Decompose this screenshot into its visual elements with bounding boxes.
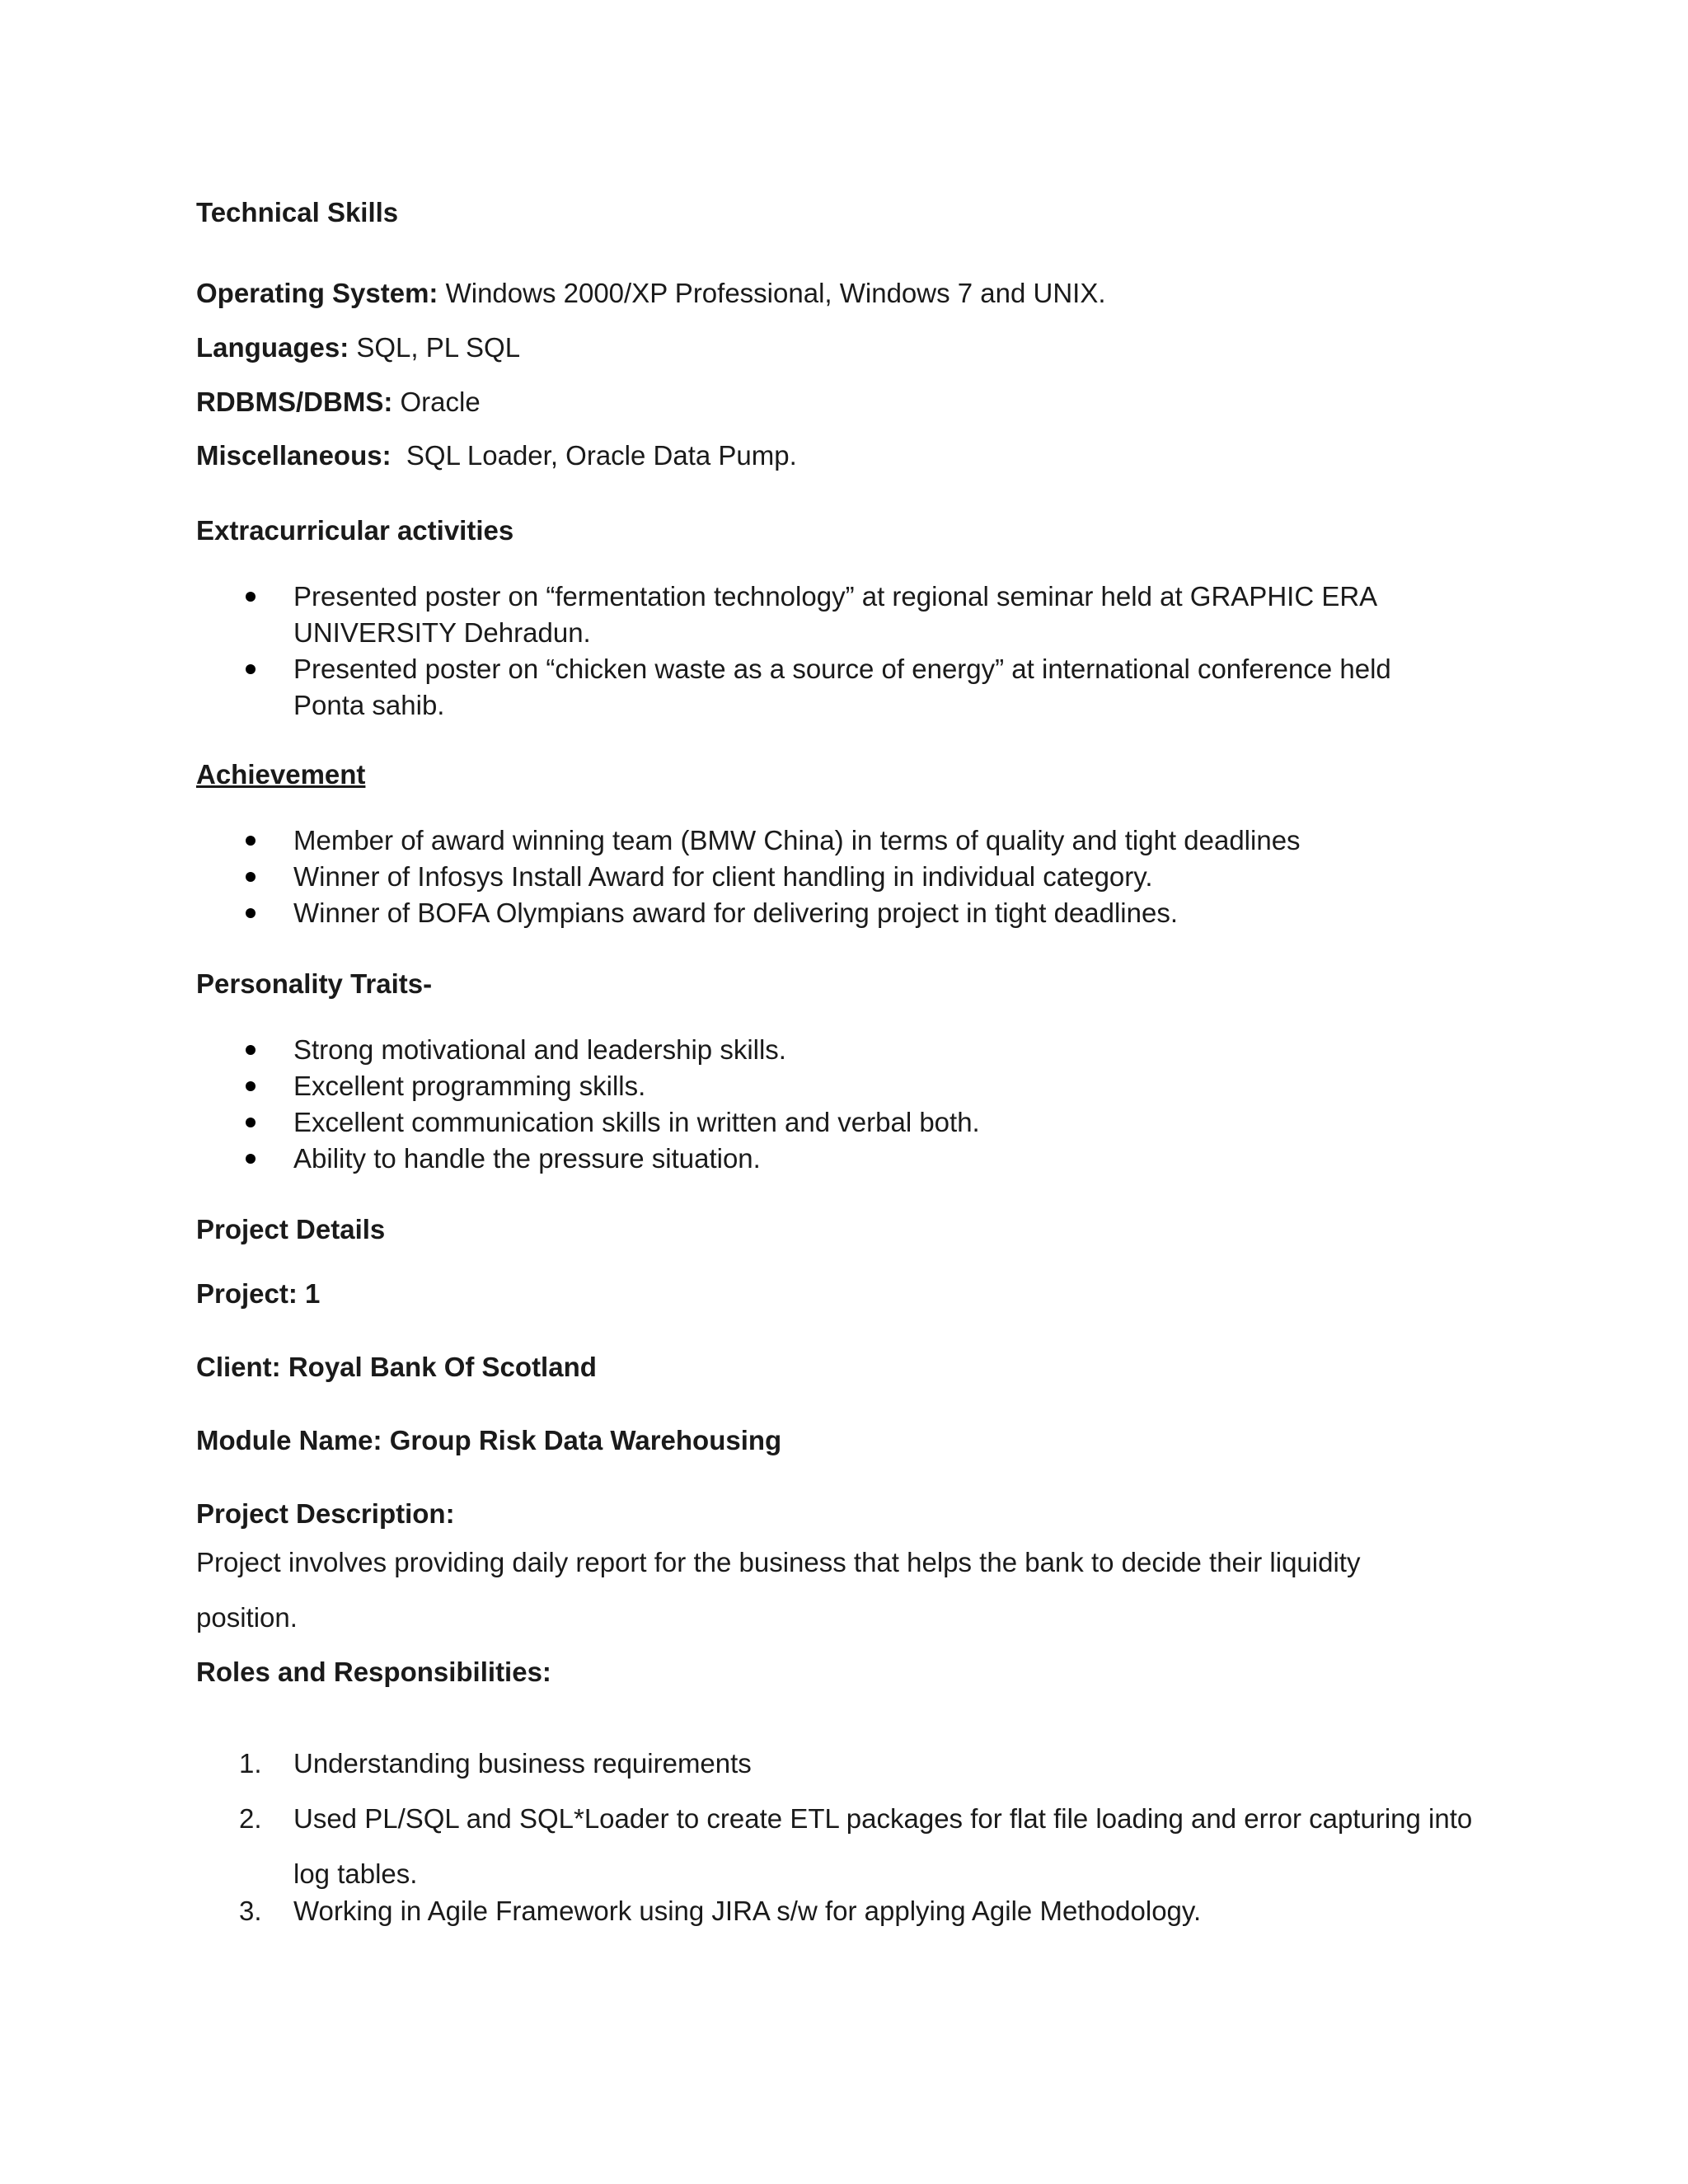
operating-system-label: Operating System: [196, 278, 438, 308]
list-item [196, 895, 1301, 931]
rdbms-value: Oracle [392, 387, 481, 417]
operating-system-line [196, 275, 1106, 312]
operating-system-value: Windows 2000/XP Professional, Windows 7 and UNIX. [438, 278, 1106, 308]
bullet-icon [246, 592, 256, 602]
role-number: 2. [239, 1803, 262, 1834]
list-item-text: Excellent communication skills in written and verbal both. [293, 1107, 980, 1137]
list-item-text-cont: UNIVERSITY Dehradun. [293, 617, 591, 648]
extracurricular-heading: Extracurricular activities [196, 515, 514, 546]
bullet-icon [246, 1081, 256, 1091]
technical-skills-heading: Technical Skills [196, 197, 399, 227]
role-number: 1. [239, 1748, 262, 1779]
list-item [196, 1068, 980, 1104]
list-item-text: Winner of Infosys Install Award for client handling in individual category. [293, 861, 1153, 892]
list-item-text-cont: Ponta sahib. [293, 690, 445, 720]
list-item-text: Ability to handle the pressure situation. [293, 1143, 761, 1174]
list-item-text: Winner of BOFA Olympians award for delivering project in tight deadlines. [293, 898, 1179, 928]
languages-label: Languages: [196, 332, 349, 363]
achievement-heading: Achievement [196, 759, 366, 790]
list-item-text: Presented poster on “chicken waste as a source of energy” at international conference held [293, 654, 1391, 684]
role-number: 3. [239, 1896, 262, 1926]
languages-value: SQL, PL SQL [349, 332, 521, 363]
achievement-list [196, 823, 1301, 931]
misc-line [196, 438, 797, 474]
rdbms-label: RDBMS/DBMS: [196, 387, 393, 417]
role-text: Working in Agile Framework using JIRA s/w for applying Agile Methodology. [293, 1896, 1202, 1926]
list-item-text: Presented poster on “fermentation technology” at regional seminar held at GRAPHIC ERA [293, 581, 1378, 612]
bullet-icon [246, 1118, 256, 1127]
roles-label: Roles and Responsibilities: [196, 1657, 551, 1687]
bullet-icon [246, 908, 256, 918]
personality-heading: Personality Traits- [196, 968, 433, 999]
bullet-icon [246, 872, 256, 882]
project-module: Module Name: Group Risk Data Warehousing [196, 1425, 782, 1455]
project-client: Client: Royal Bank Of Scotland [196, 1352, 597, 1382]
list-item [196, 859, 1301, 895]
misc-value: SQL Loader, Oracle Data Pump. [391, 440, 797, 471]
project-details-heading: Project Details [196, 1214, 386, 1244]
project-description-line1: Project involves providing daily report for the business that helps the bank to decide their liquidity [196, 1547, 1361, 1577]
rdbms-line [196, 384, 481, 420]
languages-line [196, 330, 520, 366]
personality-list [196, 1032, 980, 1177]
bullet-icon [246, 664, 256, 674]
project-description-label: Project Description: [196, 1498, 455, 1529]
list-item [196, 579, 1391, 651]
role-text: Understanding business requirements [293, 1748, 752, 1779]
list-item-text: Strong motivational and leadership skills. [293, 1034, 786, 1065]
list-item [196, 823, 1301, 859]
list-item [196, 1032, 980, 1068]
list-item [196, 1141, 980, 1177]
extracurricular-list [196, 579, 1391, 724]
bullet-icon [246, 836, 256, 846]
bullet-icon [246, 1045, 256, 1055]
role-text: Used PL/SQL and SQL*Loader to create ETL packages for flat file loading and error capturing into [293, 1803, 1473, 1834]
project-number: Project: 1 [196, 1278, 321, 1309]
list-item [196, 651, 1391, 724]
bullet-icon [246, 1154, 256, 1164]
list-item [196, 1104, 980, 1141]
list-item-text: Excellent programming skills. [293, 1071, 646, 1101]
project-description-line2: position. [196, 1602, 298, 1633]
misc-label: Miscellaneous: [196, 440, 392, 471]
role-text-cont: log tables. [293, 1858, 418, 1889]
list-item-text: Member of award winning team (BMW China) in terms of quality and tight deadlines [293, 825, 1301, 855]
